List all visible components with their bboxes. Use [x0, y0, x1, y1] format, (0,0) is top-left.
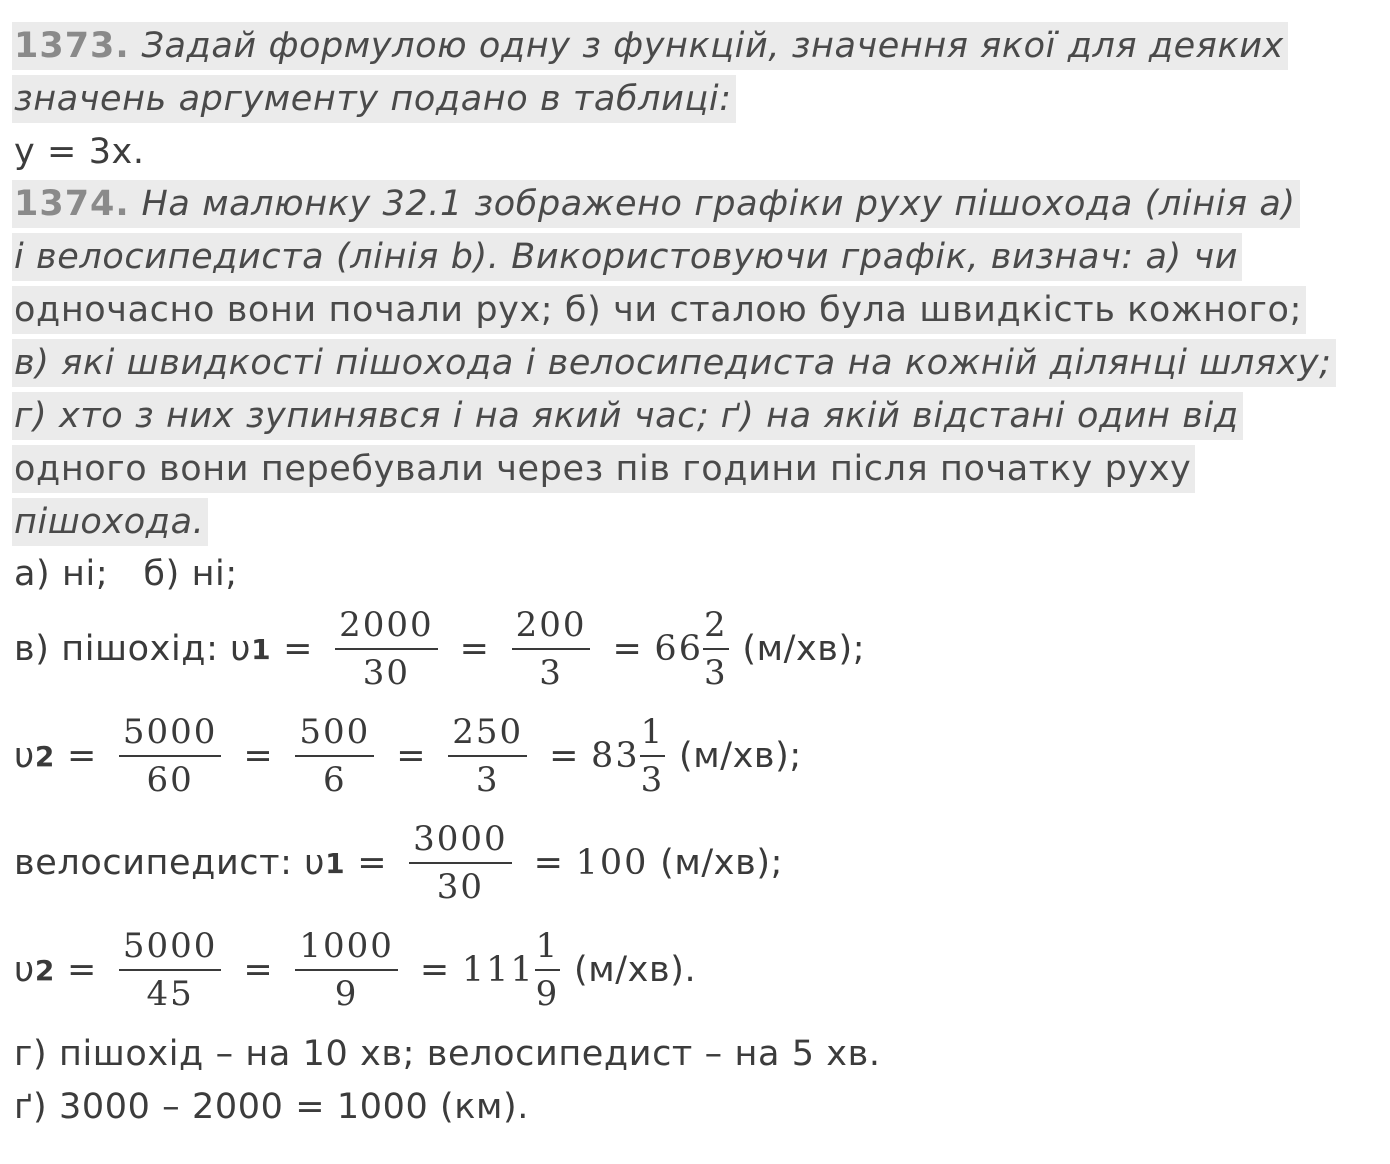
- fraction: $\frac{2000}{30}$: [335, 602, 438, 696]
- answer-v-bike-1: велосипедист: υ 1 = $\frac{3000}{30}$ = 100 (м/хв);: [14, 816, 783, 910]
- answer-v-walker-1: в) пішохід: υ 1 = $\frac{2000}{30}$ = $\frac{200}{3}$ = 66 $\frac{2}{3}$ (м/хв);: [14, 602, 865, 696]
- fraction: $\frac{2}{3}$: [703, 605, 728, 693]
- answer-v-bike-2: υ 2 = $\frac{5000}{45}$ = $\frac{1000}{9}$ = 111 $\frac{1}{9}$ (м/хв).: [14, 923, 696, 1017]
- task-1374-line-4: в) які швидкості пішохода і велосипедиста на кожній ділянці шляху;: [14, 337, 1336, 389]
- answer-g: г) пішохід – на 10 хв; велосипедист – на 5 хв.: [14, 1034, 881, 1074]
- fraction: $\frac{500}{6}$: [295, 709, 374, 803]
- answer-gg: ґ) 3000 – 2000 = 1000 (км).: [14, 1087, 530, 1127]
- task-1373-number: 1373.: [14, 26, 130, 66]
- task-1374-number: 1374.: [14, 184, 130, 224]
- fraction: $\frac{250}{3}$: [448, 709, 527, 803]
- fraction: $\frac{200}{3}$: [512, 602, 591, 696]
- task-1374-line-6: одного вони перебували через пів години після початку руху: [14, 443, 1195, 495]
- task-1374-line-2: і велосипедиста (лінія b). Використовуючи графік, визнач: а) чи: [14, 231, 1242, 283]
- answer-v-walker-2: υ 2 = $\frac{5000}{60}$ = $\frac{500}{6}$ = $\frac{250}{3}$ = 83 $\frac{1}{3}$ (м/хв);: [14, 709, 802, 803]
- task-1374-line-7: пішохода.: [14, 496, 208, 548]
- fraction: $\frac{5000}{60}$: [119, 709, 222, 803]
- fraction: $\frac{1000}{9}$: [295, 923, 398, 1017]
- fraction: $\frac{1}{3}$: [640, 712, 665, 800]
- fraction: $\frac{5000}{45}$: [119, 923, 222, 1017]
- task-1374-line-5: г) хто з них зупинявся і на який час; ґ) на якій відстані один від: [14, 390, 1243, 442]
- task-1373-line-1: 1373. Задай формулою одну з функцій, значення якої для деяких: [14, 20, 1288, 72]
- fraction: $\frac{1}{9}$: [535, 926, 560, 1014]
- task-1373-line-2: значень аргументу подано в таблиці:: [14, 73, 736, 125]
- task-1374-line-3: одночасно вони почали рух; б) чи сталою була швидкість кожного;: [14, 284, 1306, 336]
- answer-a-b: а) ні; б) ні;: [14, 554, 238, 594]
- task-1374-line-1: 1374. На малюнку 32.1 зображено графіки руху пішохода (лінія а): [14, 178, 1300, 230]
- fraction: $\frac{3000}{30}$: [409, 816, 512, 910]
- task-1373-answer: у = 3х.: [14, 132, 145, 172]
